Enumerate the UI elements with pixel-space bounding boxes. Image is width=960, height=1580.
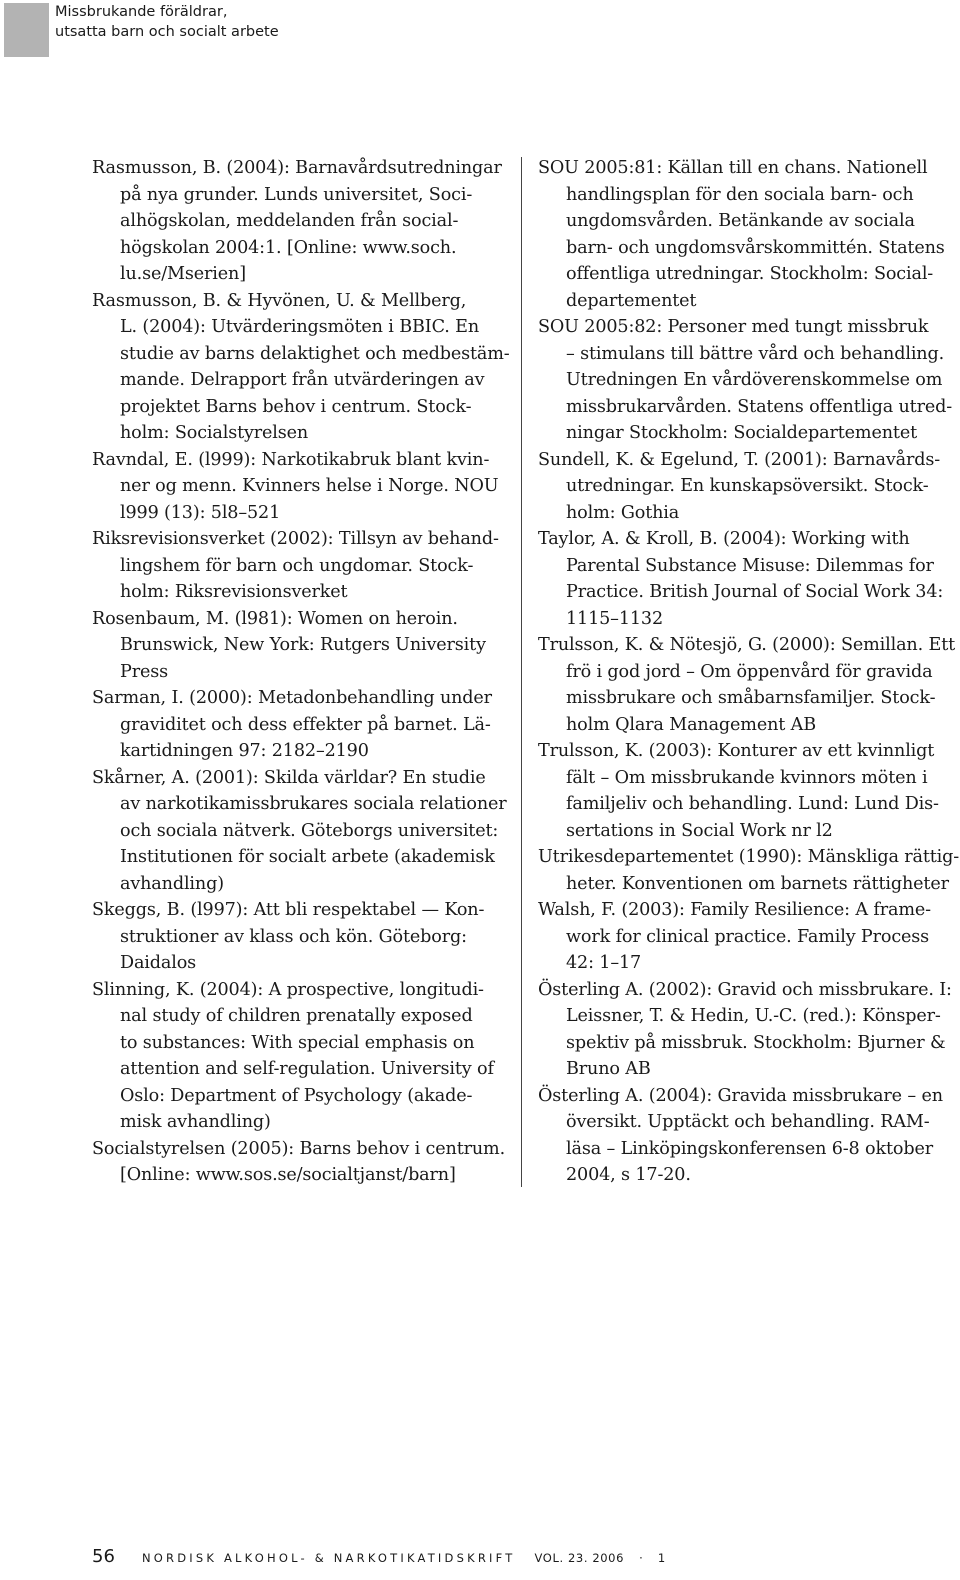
reference-line: högskolan 2004:1. [Online: www.soch. xyxy=(120,237,457,258)
reference-line: Walsh, F. (2003): Family Resilience: A frame- xyxy=(538,900,931,920)
reference-column-right xyxy=(538,155,958,1189)
reference-line: l999 (13): 5l8–521 xyxy=(120,502,281,523)
reference-line: på nya grunder. Lunds universitet, Soci- xyxy=(120,184,473,205)
reference-entry xyxy=(538,977,958,1083)
reference-line: to substances: With special emphasis on xyxy=(120,1032,475,1053)
journal-name: NORDISK ALKOHOL- & NARKOTIKATIDSKRIFT xyxy=(142,1551,516,1565)
reference-entry xyxy=(538,314,958,447)
reference-line: [Online: www.sos.se/socialtjanst/barn] xyxy=(120,1165,456,1185)
running-header xyxy=(55,2,279,42)
reference-line: holm: Gothia xyxy=(566,502,680,523)
reference-line: Taylor, A. & Kroll, B. (2004): Working with xyxy=(538,529,910,549)
reference-line: och sociala nätverk. Göteborgs universitet: xyxy=(120,820,499,841)
reference-line: familjeliv och behandling. Lund: Lund Dis- xyxy=(566,794,939,814)
reference-line: Utrikesdepartementet (1990): Mänskliga rättig- xyxy=(538,847,960,867)
reference-line: misk avhandling) xyxy=(120,1112,271,1132)
reference-line: holm Qlara Management AB xyxy=(566,714,816,735)
reference-entry xyxy=(92,155,512,288)
reference-entry xyxy=(92,1136,512,1189)
reference-line: Utredningen En vårdöverenskommelse om xyxy=(566,370,943,390)
reference-line: mande. Delrapport från utvärderingen av xyxy=(120,370,485,390)
reference-line: Daidalos xyxy=(120,953,197,973)
reference-line: graviditet och dess effekter på barnet. Lä- xyxy=(120,714,491,735)
reference-line: struktioner av klass och kön. Göteborg: xyxy=(120,926,467,947)
page-footer xyxy=(92,1546,665,1567)
volume-info: VOL. 23. 2006 xyxy=(534,1551,624,1565)
header-line-1: Missbrukande föräldrar, xyxy=(55,4,228,20)
reference-line: nal study of children prenatally exposed xyxy=(120,1006,473,1026)
reference-line: projektet Barns behov i centrum. Stock- xyxy=(120,396,472,417)
reference-line: Parental Substance Misuse: Dilemmas for xyxy=(566,555,934,576)
reference-entry xyxy=(538,897,958,977)
reference-line: holm: Socialstyrelsen xyxy=(120,423,309,443)
reference-line: översikt. Upptäckt och behandling. RAM- xyxy=(566,1112,930,1132)
reference-line: Leissner, T. & Hedin, U.-C. (red.): Könsper- xyxy=(566,1006,941,1026)
header-gray-box xyxy=(4,3,49,57)
reference-entry xyxy=(538,526,958,632)
reference-line: Trulsson, K. & Nötesjö, G. (2000): Semillan. Ett xyxy=(538,635,956,655)
reference-line: SOU 2005:81: Källan till en chans. Nationell xyxy=(538,158,928,178)
reference-line: ungdomsvården. Betänkande av sociala xyxy=(566,211,915,231)
reference-entry xyxy=(92,606,512,686)
reference-line: studie av barns delaktighet och medbestäm- xyxy=(120,343,510,364)
reference-entry xyxy=(538,155,958,314)
reference-entry xyxy=(92,526,512,606)
reference-entry xyxy=(538,1083,958,1189)
reference-line: Trulsson, K. (2003): Konturer av ett kvinnligt xyxy=(538,741,935,761)
reference-entry xyxy=(538,844,958,897)
reference-entry xyxy=(538,738,958,844)
reference-line: alhögskolan, meddelanden från social- xyxy=(120,211,459,231)
reference-line: sertations in Social Work nr l2 xyxy=(566,820,833,841)
reference-entry xyxy=(92,897,512,977)
reference-entry xyxy=(538,632,958,738)
reference-line: missbrukare och småbarnsfamiljer. Stock- xyxy=(566,688,936,708)
reference-entry xyxy=(538,447,958,527)
reference-line: Sarman, I. (2000): Metadonbehandling under xyxy=(92,688,492,708)
reference-line: fält – Om missbrukande kvinnors möten i xyxy=(566,767,928,788)
column-divider xyxy=(521,157,522,1187)
reference-line: läsa – Linköpingskonferensen 6-8 oktober xyxy=(566,1138,933,1159)
reference-line: Österling A. (2002): Gravid och missbrukare. I: xyxy=(538,979,952,1000)
reference-line: frö i god jord – Om öppenvård för gravida xyxy=(566,661,933,682)
reference-line: lu.se/Mserien] xyxy=(120,264,246,284)
reference-entry xyxy=(92,288,512,447)
reference-entry xyxy=(92,765,512,898)
reference-line: Rosenbaum, M. (l981): Women on heroin. xyxy=(92,608,458,629)
reference-line: Bruno AB xyxy=(566,1059,651,1079)
reference-line: L. (2004): Utvärderingsmöten i BBIC. En xyxy=(120,317,480,337)
reference-line: Riksrevisionsverket (2002): Tillsyn av behand- xyxy=(92,529,499,549)
reference-line: kartidningen 97: 2182–2190 xyxy=(120,741,369,761)
reference-line: Rasmusson, B. & Hyvönen, U. & Mellberg, xyxy=(92,290,467,311)
reference-line: 2004, s 17-20. xyxy=(566,1165,691,1185)
reference-line: handlingsplan för den sociala barn- och xyxy=(566,184,914,205)
reference-line: Press xyxy=(120,661,168,682)
reference-line: Sundell, K. & Egelund, T. (2001): Barnavårds- xyxy=(538,449,940,470)
page-number: 56 xyxy=(92,1546,115,1567)
footer-separator: · xyxy=(639,1551,643,1565)
reference-line: Socialstyrelsen (2005): Barns behov i centrum. xyxy=(92,1138,506,1159)
reference-line: utredningar. En kunskapsöversikt. Stock- xyxy=(566,476,929,496)
reference-line: spektiv på missbruk. Stockholm: Bjurner & xyxy=(566,1032,946,1053)
reference-line: Skeggs, B. (l997): Att bli respektabel — Kon- xyxy=(92,900,485,920)
reference-line: Institutionen för socialt arbete (akademisk xyxy=(120,847,495,867)
reference-line: ner og menn. Kvinners helse i Norge. NOU xyxy=(120,476,499,496)
reference-entry xyxy=(92,447,512,527)
reference-line: Oslo: Department of Psychology (akade- xyxy=(120,1085,473,1106)
reference-line: attention and self-regulation. University of xyxy=(120,1059,494,1079)
reference-line: Ravndal, E. (l999): Narkotikabruk blant kvin- xyxy=(92,449,490,470)
reference-line: departementet xyxy=(566,290,697,311)
reference-line: missbrukarvården. Statens offentliga utred- xyxy=(566,396,953,417)
reference-line: offentliga utredningar. Stockholm: Social- xyxy=(566,264,934,284)
reference-line: – stimulans till bättre vård och behandling. xyxy=(566,343,945,364)
reference-line: holm: Riksrevisionsverket xyxy=(120,582,348,602)
issue-number: 1 xyxy=(657,1551,666,1565)
reference-line: heter. Konventionen om barnets rättigheter xyxy=(566,873,949,894)
reference-entry xyxy=(92,977,512,1136)
reference-line: Österling A. (2004): Gravida missbrukare – en xyxy=(538,1085,943,1106)
reference-entry xyxy=(92,685,512,765)
header-line-2: utsatta barn och socialt arbete xyxy=(55,24,279,40)
reference-line: Slinning, K. (2004): A prospective, longitudi- xyxy=(92,979,484,1000)
reference-line: av narkotikamissbrukares sociala relationer xyxy=(120,794,507,814)
reference-line: Brunswick, New York: Rutgers University xyxy=(120,635,486,655)
reference-line: avhandling) xyxy=(120,873,224,894)
reference-line: Skårner, A. (2001): Skilda världar? En studie xyxy=(92,767,486,788)
reference-line: ningar Stockholm: Socialdepartementet xyxy=(566,423,918,443)
reference-line: SOU 2005:82: Personer med tungt missbruk xyxy=(538,317,929,337)
reference-line: 42: 1–17 xyxy=(566,953,642,973)
reference-line: Practice. British Journal of Social Work 34: xyxy=(566,582,944,602)
reference-line: work for clinical practice. Family Process xyxy=(566,926,930,947)
reference-line: lingshem för barn och ungdomar. Stock- xyxy=(120,555,474,576)
reference-column-left xyxy=(92,155,512,1189)
reference-line: barn- och ungdomsvårskommittén. Statens xyxy=(566,237,945,258)
reference-line: Rasmusson, B. (2004): Barnavårdsutredningar xyxy=(92,158,502,178)
reference-line: 1115–1132 xyxy=(566,608,663,629)
